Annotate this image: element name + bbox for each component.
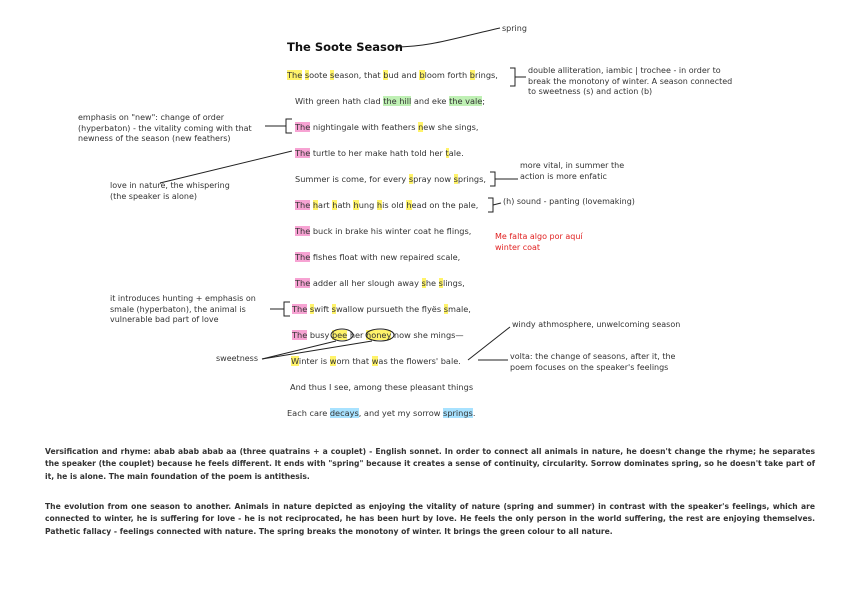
poem-text: and eke	[411, 96, 450, 106]
poem-text: ;	[482, 96, 486, 106]
highlight-g: the hill	[383, 96, 412, 106]
bracket-line-1	[510, 68, 515, 86]
poem-text: art	[318, 200, 333, 210]
highlight-p: The	[295, 252, 311, 262]
poem-text: busy	[307, 330, 332, 340]
poem-text: wift	[314, 304, 332, 314]
poem-text: adder all her slough away	[310, 278, 422, 288]
poem-text: ung	[358, 200, 377, 210]
highlight-p: The	[295, 148, 311, 158]
poem-text: And thus I see, among these pleasant things	[290, 382, 474, 392]
connector-spring	[395, 28, 500, 47]
poem-text: .	[472, 408, 476, 418]
highlight-y: h	[332, 200, 338, 210]
poem-text: ead on the pale,	[411, 200, 479, 210]
connector-windy	[468, 327, 510, 360]
note-more-vital: more vital, in summer the action is more enfatic	[520, 161, 625, 181]
note-love-in-nature: love in nature, the whispering (the speaker is alone)	[110, 181, 230, 201]
highlight-y: s	[443, 304, 448, 314]
note-h-sound: (h) sound - panting (lovemaking)	[503, 197, 635, 206]
highlight-y: s	[421, 278, 426, 288]
poem-text: inter is	[298, 356, 330, 366]
highlight-y: s	[309, 304, 315, 314]
poem-text: ath	[337, 200, 354, 210]
highlight-p: The	[295, 278, 311, 288]
poem-text: ud and	[388, 70, 420, 80]
highlight-y: s	[330, 70, 335, 80]
poem-text: buck in brake his winter coat he flings,	[310, 226, 472, 236]
connector-sweetness-bee	[262, 341, 336, 359]
highlight-y: h	[406, 200, 412, 210]
highlight-b: decays	[329, 408, 359, 418]
highlight-p: The	[292, 330, 308, 340]
poem-text: fishes float with new repaired scale,	[310, 252, 461, 262]
circle-honey	[366, 329, 394, 341]
highlight-y: t	[445, 148, 449, 158]
poem-text: wallow pursueth the flyës	[335, 304, 444, 314]
poem-text: loom forth	[424, 70, 470, 80]
poem-text: male,	[447, 304, 471, 314]
poem-text: eason, that	[334, 70, 384, 80]
poem-text: ew she sings,	[423, 122, 479, 132]
poem-text: rings,	[474, 70, 498, 80]
highlight-y: s	[331, 304, 336, 314]
highlight-y: W	[291, 356, 299, 366]
bracket-summer	[490, 172, 495, 186]
bracket-hart	[488, 198, 493, 212]
highlight-y: b	[383, 70, 389, 80]
highlight-y: h	[312, 200, 319, 210]
poem-text: her	[347, 330, 367, 340]
poem-text: nightingale with feathers	[310, 122, 419, 132]
note-spring: spring	[502, 24, 527, 33]
poem-text: , and yet my sorrow	[358, 408, 444, 418]
highlight-y: w	[329, 356, 337, 366]
highlight-g: the vale	[449, 96, 483, 106]
highlight-y: s	[408, 174, 414, 184]
note-emphasis-new: emphasis on "new": change of order (hyperbaton) - the vitality coming with that newness of the season (new feathers)	[78, 113, 252, 143]
note-hunting: it introduces hunting + emphasis on smale (hyperbaton), the animal is vulnerable bad part of love	[110, 294, 256, 324]
poem-text: is old	[382, 200, 407, 210]
poem-text: pray now	[413, 174, 454, 184]
highlight-p: The	[295, 226, 311, 236]
poem-text: oote	[309, 70, 330, 80]
highlight-y: b	[419, 70, 425, 80]
highlight-y: s	[438, 278, 443, 288]
paragraph-evolution: The evolution from one season to another. Animals in nature depicted as enjoying the vitality of nature (spring and summer) in contrast with the speaker's feelings, which are connected to winter, he is suffering for love - he is not reciprocated, he has been hurt by love. He feels the only person in the world suffering, the rest are enjoying themselves. Pathetic fallacy - feelings connected with nature. The spring breaks the monotony of winter. It brings the green colour to all nature.	[45, 502, 815, 536]
connector-sweetness-honey	[262, 341, 372, 359]
highlight-y: w	[371, 356, 379, 366]
highlight-y: The	[287, 70, 303, 80]
highlight-p: The	[295, 200, 311, 210]
poem-text: Each care	[287, 408, 330, 418]
poem-text: now she mings—	[391, 330, 464, 340]
note-volta: volta: the change of seasons, after it, the poem focuses on the speaker's feelings	[510, 352, 676, 372]
poem-text: lings,	[442, 278, 465, 288]
poem-text: With green hath clad	[295, 96, 384, 106]
note-windy: windy athmosphere, unwelcoming season	[512, 320, 681, 329]
poem-text: prings,	[457, 174, 486, 184]
bracket-nightingale	[286, 119, 292, 133]
highlight-y: h	[353, 200, 359, 210]
connector-h-sound	[493, 203, 501, 205]
poem-text: he	[425, 278, 439, 288]
highlight-y: bee	[331, 330, 348, 340]
poem-text: orn that	[336, 356, 372, 366]
highlight-y: b	[469, 70, 475, 80]
paragraph-versification: Versification and rhyme: abab abab abab aa (three quatrains + a couplet) - English sonnet. In order to connect all animals in nature, he doesn't change the rhyme; he separates the speaker (the couplet) because he feels different. It ends with "spring" because it creates a sense of continuity, circularity. Sorrow dominates spring, so he doesn't take part of it, he is alone. The main foundation of the poem is antithesis.	[45, 447, 815, 481]
highlight-y: s	[304, 70, 310, 80]
poem-text: turtle to her make hath told her	[310, 148, 446, 158]
note-sweetness: sweetness	[216, 354, 259, 363]
highlight-y: s	[453, 174, 458, 184]
bracket-swallow	[284, 302, 290, 316]
poem-title: The Soote Season	[287, 40, 403, 54]
note-double-alliteration: double alliteration, iambic | trochee - in order to break the monotony of winter. A season connected to sweetness (s) and action (b)	[528, 66, 733, 96]
highlight-p: The	[295, 122, 311, 132]
highlight-y: n	[418, 122, 424, 132]
note-me-falta: Me falta algo por aquí winter coat	[495, 232, 583, 252]
highlight-y: h	[376, 200, 383, 210]
highlight-p: The	[292, 304, 308, 314]
circle-bee	[331, 329, 353, 341]
poem-text: as the flowers' bale.	[378, 356, 461, 366]
highlight-b: springs	[443, 408, 473, 418]
highlight-y: honey	[366, 330, 392, 340]
poem-text: ale.	[448, 148, 464, 158]
poem-text: Summer is come, for every	[295, 174, 409, 184]
connector-love-nature	[160, 151, 292, 183]
